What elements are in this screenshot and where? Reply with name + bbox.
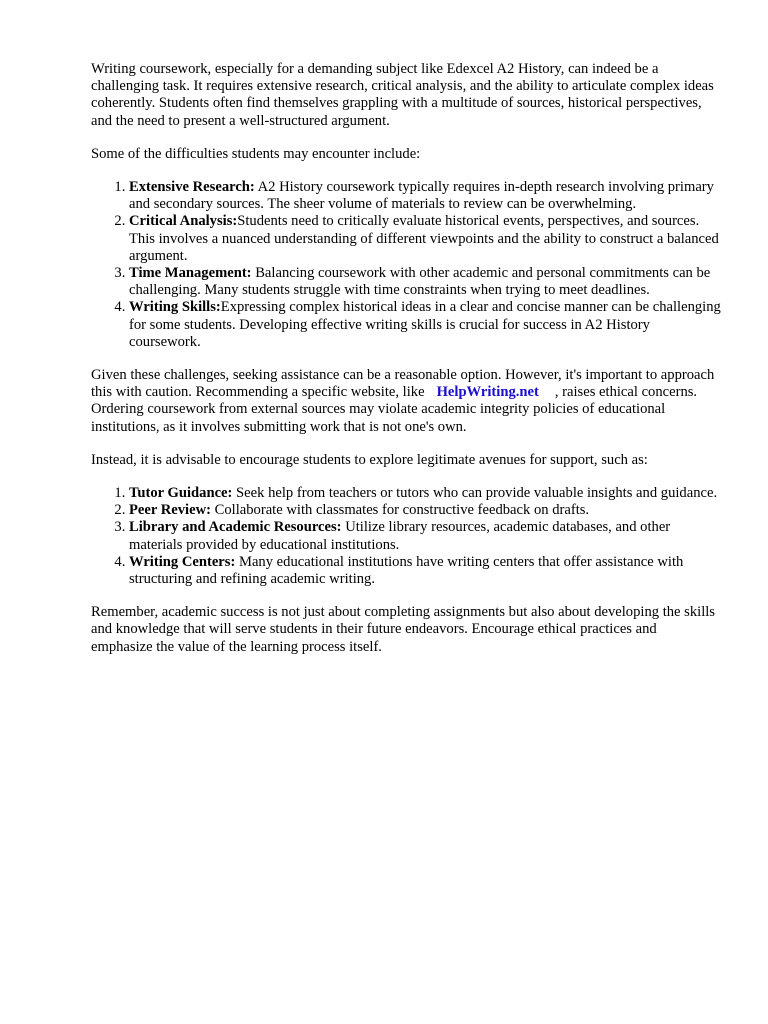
caution-text-after: , raises ethical concerns. Ordering coursework from external sources may violate academic integrity policies of educational institutions, as it involves submitting work that is not one's own. <box>91 384 698 435</box>
item-title: Library and Academic Resources: <box>129 519 342 536</box>
list-item <box>129 554 721 588</box>
caution-paragraph <box>91 367 721 436</box>
item-text: Students need to critically evaluate historical events, perspectives, and sources. This involves a nuanced understanding of different viewpoints and the ability to construct a balanced argument. <box>129 213 719 264</box>
item-title: Extensive Research: <box>129 179 255 196</box>
support-list <box>91 485 721 588</box>
list-item <box>129 485 721 502</box>
list-item <box>129 179 721 213</box>
item-text: A2 History coursework typically requires in-depth research involving primary and secondary sources. The sheer volume of materials to review can be overwhelming. <box>129 179 714 213</box>
item-text: Balancing coursework with other academic and personal commitments can be challenging. Many students struggle with time constraints when trying to meet deadlines. <box>129 265 711 299</box>
document-page <box>91 61 721 672</box>
caution-text-before: Given these challenges, seeking assistance can be a reasonable option. However, it's important to approach this with caution. Recommending a specific website, like <box>91 367 715 401</box>
item-text: Utilize library resources, academic databases, and other materials provided by educational institutions. <box>129 519 671 553</box>
list-item <box>129 519 721 553</box>
list-item <box>129 502 721 519</box>
item-text: Many educational institutions have writing centers that offer assistance with structuring and refining academic writing. <box>129 553 684 588</box>
closing-paragraph: Remember, academic success is not just about completing assignments but also about developing the skills and knowledge that will serve students in their future endeavors. Encourage ethical practices and emphasize the value of the learning process itself. <box>91 604 715 655</box>
item-title: Writing Skills: <box>129 299 221 316</box>
item-title: Critical Analysis: <box>129 213 238 230</box>
item-title: Time Management: <box>129 265 252 282</box>
difficulties-list <box>91 179 721 351</box>
item-text: Collaborate with classmates for constructive feedback on drafts. <box>210 502 590 519</box>
item-text: Seek help from teachers or tutors who can provide valuable insights and guidance. <box>232 485 718 502</box>
difficulties-intro: Some of the difficulties students may encounter include: <box>91 145 421 162</box>
helpwriting-link[interactable]: HelpWriting.net <box>436 384 539 401</box>
list-item <box>129 213 721 265</box>
item-title: Writing Centers: <box>129 553 236 570</box>
item-title: Tutor Guidance: <box>129 485 233 502</box>
item-title: Peer Review: <box>129 502 211 519</box>
intro-paragraph: Writing coursework, especially for a demanding subject like Edexcel A2 History, can indeed be a challenging task. It requires extensive research, critical analysis, and the ability to articulate complex ideas coherently. Students often find themselves grappling with a multitude of sources, historical perspectives, and the need to present a well-structured argument. <box>91 61 714 129</box>
list-item <box>129 265 721 299</box>
list-item <box>129 299 721 351</box>
item-text: Expressing complex historical ideas in a clear and concise manner can be challenging for some students. Developing effective writing skills is crucial for success in A2 History coursework. <box>129 299 721 350</box>
support-intro: Instead, it is advisable to encourage students to explore legitimate avenues for support, such as: <box>91 451 648 468</box>
